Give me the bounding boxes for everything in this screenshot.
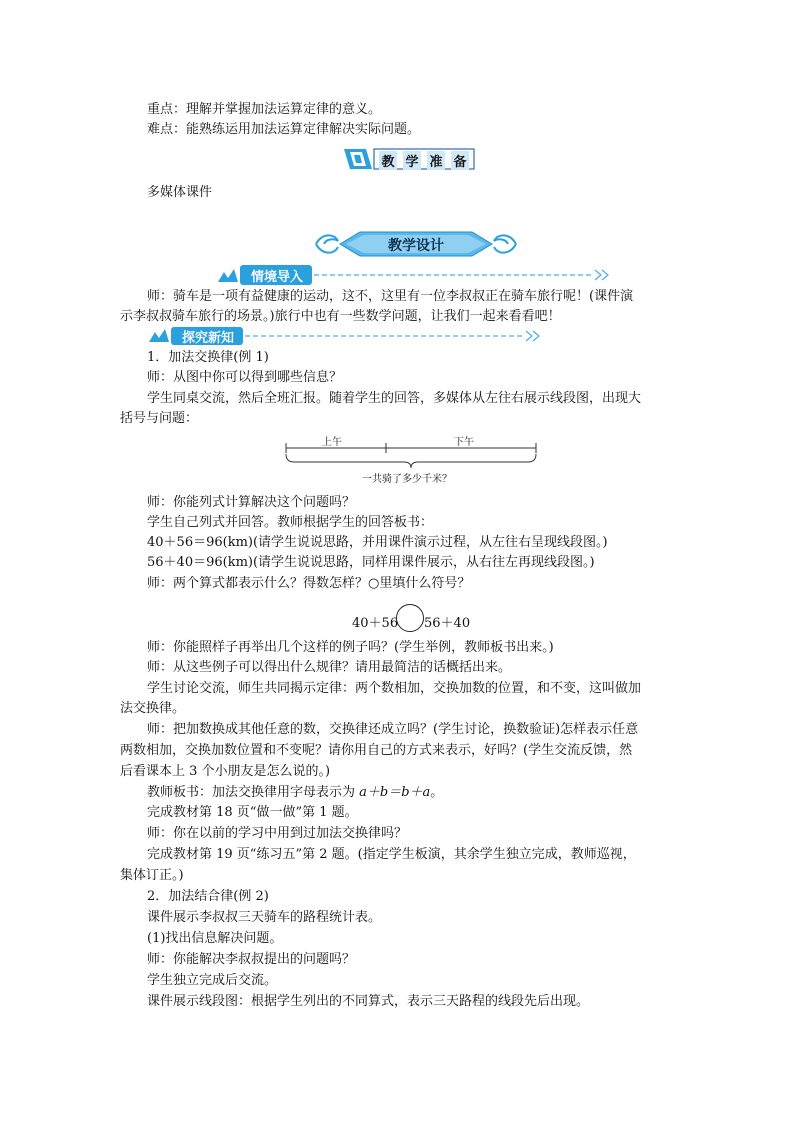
law-1-line-1: 学生讨论交流，师生共同揭示定律：两个数相加，交换加数的位置，和不变，这叫做加: [147, 681, 642, 696]
question-6-line-3: 后看课本上 3 个小朋友是怎么说的。): [120, 764, 331, 779]
teacher-question-2: 师：你能列式计算解决这个问题吗？: [147, 495, 356, 510]
design-banner: [312, 229, 520, 259]
intro-title: 情境导入: [250, 270, 303, 285]
comparison-expression: [352, 604, 472, 632]
equation-1: 40＋56＝96(km)(请学生说说思路，并用课件演示过程，从左往右呈现线段图。): [147, 535, 608, 550]
section-2-line-5: 课件展示线段图：根据学生列出的不同算式，表示三天路程的线段先后出现。: [147, 994, 590, 1009]
prep-content: 多媒体课件: [147, 185, 213, 200]
comparison-left: 40＋56: [352, 616, 399, 631]
task-2-line-2: 集体订正。): [120, 868, 184, 883]
prep-char-1: 教: [379, 151, 396, 170]
teacher-question-3: 师：两个算式都表示什么？得数怎样？○里填什么符号？: [147, 576, 471, 591]
explore-header: [145, 326, 545, 346]
prep-char-4: 备: [451, 151, 468, 170]
student-answer-line: 学生自己列式并回答。教师根据学生的回答板书：: [147, 515, 434, 530]
prep-title: [376, 151, 472, 170]
intro-text-line-2: 示李叔叔骑车旅行的场景。)旅行中也有一些数学问题，让我们一起来看看吧！: [120, 309, 561, 324]
section-2-line-2: (1)找出信息解决问题。: [147, 931, 283, 946]
section-1-title: 1．加法交换律(例 1): [147, 350, 269, 365]
question-6-line-2: 两数相加，交换加数位置和不变呢？请你用自己的方式来表示，好吗？(学生交流反馈，然: [120, 743, 633, 758]
diagram-question: 一共骑了多少千米？: [362, 474, 452, 485]
comparison-circle: [396, 604, 424, 632]
diagram-right-label: 下午: [454, 437, 474, 448]
segment-diagram: [282, 430, 544, 486]
comparison-right: 56＋40: [424, 616, 471, 631]
teacher-question-7: 师：你在以前的学习中用到过加法交换律吗？: [147, 826, 408, 841]
section-2-line-1: 课件展示李叔叔三天骑车的路程统计表。: [147, 910, 382, 925]
section-2-line-4: 学生独立完成后交流。: [147, 973, 278, 988]
diagram-left-label: 上午: [322, 437, 342, 448]
section-2-line-3: 师：你能解决李叔叔提出的问题吗？: [147, 952, 356, 967]
explore-title: 探究新知: [181, 331, 234, 346]
design-title: 教学设计: [388, 238, 444, 254]
prep-banner: [344, 146, 476, 172]
equation-2: 56＋40＝96(km)(请学生说说思路，同样用课件展示，从右往左再现线段图。): [147, 555, 595, 570]
teacher-question-4: 师：你能照样子再举出几个这样的例子吗？(学生举例，教师板书出来。): [147, 640, 554, 655]
formula-line: [147, 784, 443, 802]
law-1-line-2: 法交换律。: [120, 701, 186, 716]
formula: a＋b＝b＋a: [359, 785, 431, 800]
description-line-2: 括号与问题：: [120, 411, 199, 426]
formula-prefix: 教师板书：加法交换律用字母表示为: [147, 785, 360, 800]
formula-suffix: 。: [430, 785, 444, 800]
description-line-1: 学生同桌交流，然后全班汇报。随着学生的回答，多媒体从左往右展示线段图，出现大: [147, 391, 642, 406]
teacher-question-5: 师：从这些例子可以得出什么规律？请用最简洁的话概括出来。: [147, 660, 512, 675]
difficult-point: 难点：能熟练运用加法运算定律解决实际问题。: [147, 122, 421, 137]
task-2-line-1: 完成教材第 19 页“练习五”第 2 题。(指定学生板演，其余学生独立完成，教师巡视，: [147, 847, 636, 862]
question-6-line-1: 师：把加数换成其他任意的数，交换律还成立吗？(学生讨论，换数验证)怎样表示任意: [147, 722, 639, 737]
intro-text-line-1: 师：骑车是一项有益健康的运动，这不，这里有一位李叔叔正在骑车旅行呢！(课件演: [147, 289, 634, 304]
section-2-title: 2．加法结合律(例 2): [147, 889, 269, 904]
task-1: 完成教材第 18 页“做一做”第 1 题。: [147, 805, 358, 820]
teacher-question-1: 师：从图中你可以得到哪些信息？: [147, 370, 343, 385]
prep-char-3: 准: [427, 151, 444, 170]
intro-header: [214, 264, 614, 286]
prep-char-2: 学: [403, 151, 420, 170]
key-point: 重点：理解并掌握加法运算定律的意义。: [147, 102, 382, 117]
